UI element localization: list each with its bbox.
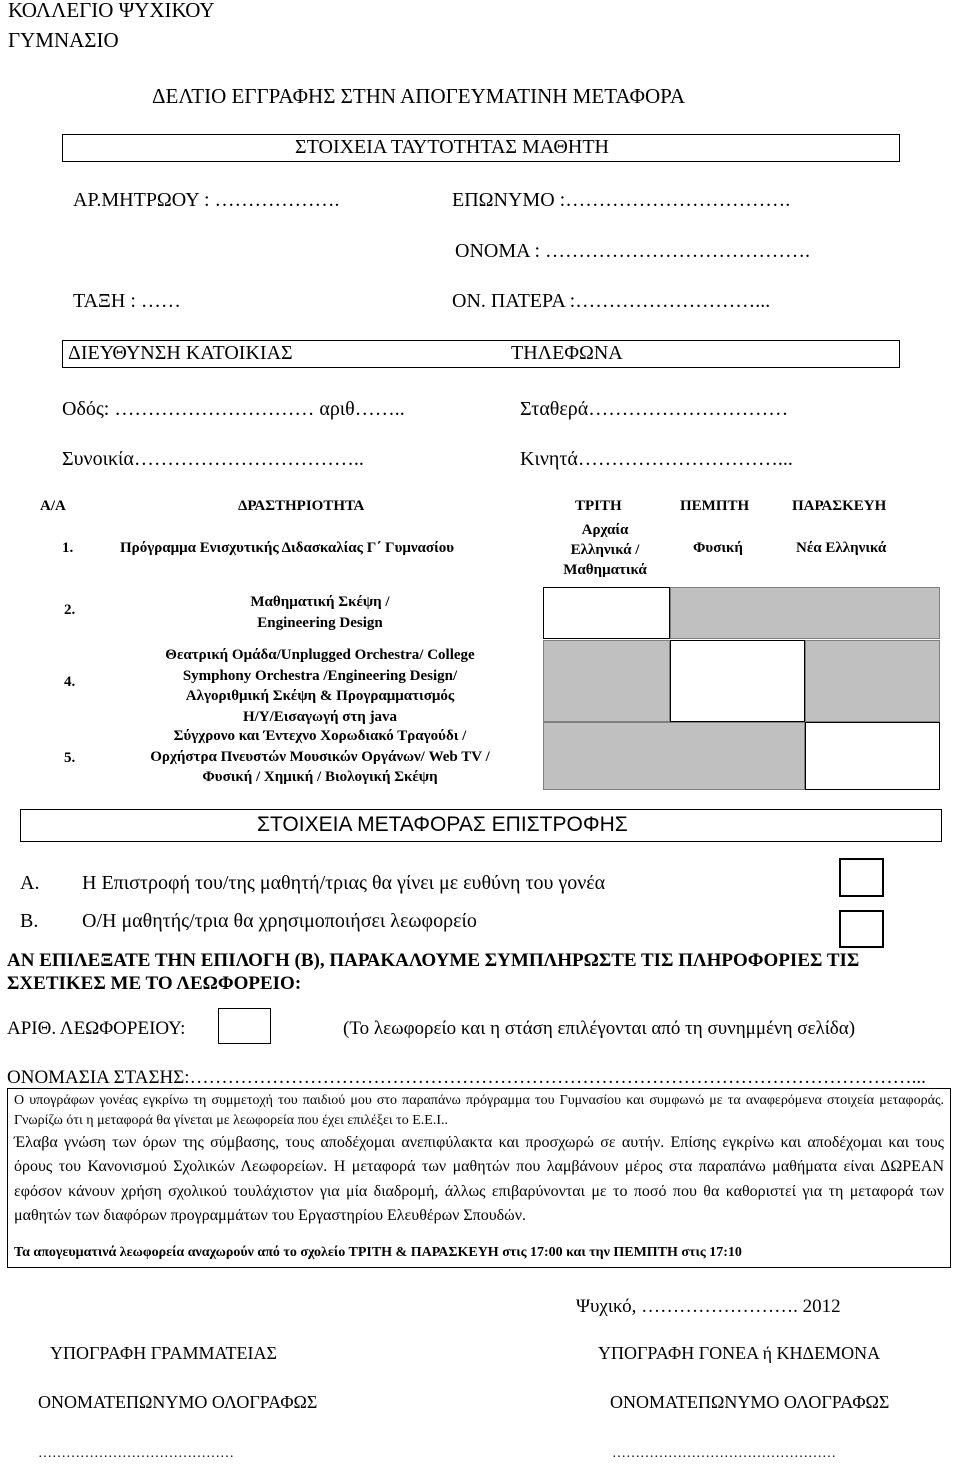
- school-name-line2: ΓΥΜΝΑΣΙΟ: [8, 28, 119, 52]
- street-field[interactable]: Οδός: ………………………… αριθ……..: [62, 398, 405, 420]
- row1-friday: Νέα Ελληνικά: [796, 540, 887, 556]
- row5-unavailable-cells: [543, 722, 805, 790]
- row2-tuesday-cell[interactable]: [543, 587, 670, 639]
- instruction-line2: ΣΧΕΤΙΚΕΣ ΜΕ ΤΟ ΛΕΩΦΟΡΕΙΟ:: [7, 973, 302, 994]
- fullname-left-label: ΟΝΟΜΑΤΕΠΩΝΥΜΟ ΟΛΟΓΡΑΦΩΣ: [38, 1392, 318, 1412]
- option-b-label: Ο/Η μαθητής/τρια θα χρησιμοποιήσει λεωφορείο: [82, 910, 477, 932]
- row5-num: 5.: [64, 750, 76, 766]
- class-field[interactable]: ΤΑΞΗ : ……: [73, 290, 181, 312]
- address-title: ΔΙΕΥΘΥΝΣΗ ΚΑΤΟΙΚΙΑΣ: [68, 342, 293, 364]
- row2-num: 2.: [64, 602, 76, 618]
- row5-activity: Σύγχρονο και Έντεχνο Χορωδιακό Τραγούδι / Ορχήστρα Πνευστών Μουσικών Οργάνων/ Web TV / Φυσική / Χημική / Βιολογική Σκέψη: [150, 728, 490, 785]
- phone-title: ΤΗΛΕΦΩΝΑ: [511, 342, 623, 364]
- school-name-line1: ΚΟΛΛΕΓΙΟ ΨΥΧΙΚΟΥ: [8, 0, 215, 22]
- bus-number-input[interactable]: [218, 1008, 271, 1044]
- father-name-field[interactable]: ΟΝ. ΠΑΤΕΡΑ :………………………...: [452, 290, 771, 312]
- col-header-friday: ΠΑΡΑΣΚΕΥΗ: [792, 498, 887, 514]
- date-line[interactable]: Ψυχικό, ……………………. 2012: [576, 1296, 841, 1317]
- option-b-letter: Β.: [20, 910, 39, 932]
- row1-activity: Πρόγραμμα Ενισχυτικής Διδασκαλίας Γ΄ Γυμνασίου: [120, 540, 455, 556]
- instruction-line1: ΑΝ ΕΠΙΛΕΞΑΤΕ ΤΗΝ ΕΠΙΛΟΓΗ (Β), ΠΑΡΑΚΑΛΟΥΜΕ ΣΥΜΠΛΗΡΩΣΤΕ ΤΙΣ ΠΛΗΡΟΦΟΡΙΕΣ ΤΙΣ: [7, 950, 860, 971]
- row1-thursday: Φυσική: [693, 540, 743, 556]
- row2-activity: Μαθηματική Σκέψη / Engineering Design: [250, 594, 390, 631]
- fullname-left-dots[interactable]: ……………………………………: [38, 1446, 234, 1461]
- transport-section-bar: [20, 809, 942, 842]
- row1-num: 1.: [62, 540, 74, 556]
- row5-friday-cell[interactable]: [805, 722, 940, 790]
- row4-num: 4.: [64, 674, 76, 690]
- row4-activity: Θεατρική Ομάδα/Unplugged Orchestra/ College Symphony Orchestra /Engineering Design/ Αλγοριθμική Σκέψη & Προγραμματισμός Η/Υ/Εισαγωγή στη java: [165, 647, 475, 725]
- row1-tuesday: Αρχαία Ελληνικά / Μαθηματικά: [563, 522, 647, 578]
- col-header-num: Α/Α: [40, 498, 66, 514]
- bus-number-label: ΑΡΙΘ. ΛΕΩΦΟΡΕΙΟΥ:: [7, 1018, 186, 1039]
- secretary-signature-label: ΥΠΟΓΡΑΦΗ ΓΡΑΜΜΑΤΕΙΑΣ: [50, 1343, 277, 1363]
- consent-paragraph-2: Έλαβα γνώση των όρων της σύμβασης, τους αποδέχομαι ανεπιφύλακτα και προσχωρώ σε αυτήν. Επίσης εγκρίνω και αποδέχομαι και τους όρους του Κανονισμού Σχολικών Λεωφορείων. Η μεταφορά των μαθητών που λαμβάνουν μέρος στα παραπάνω μαθήματα είναι ΔΩΡΕΑΝ εφόσον κάνουν χρήση σχολικού τουλάχιστον για μία διαδρομή, άλλως επιβαρύνονται με το ποσό που θα καθοριστεί για τη μεταφορά των μαθητών των διαφόρων προγραμμάτων του Εργαστηρίου Ελευθέρων Σπουδών.: [14, 1134, 944, 1224]
- col-header-activity: ΔΡΑΣΤΗΡΙΟΤΗΤΑ: [238, 498, 365, 514]
- row4-friday-unavailable: [805, 640, 940, 722]
- option-a-label: Η Επιστροφή του/της μαθητή/τριας θα γίνει με ευθύνη του γονέα: [82, 872, 606, 894]
- landline-field[interactable]: Σταθερά…………………………: [520, 398, 789, 420]
- form-title: ΔΕΛΤΙΟ ΕΓΓΡΑΦΗΣ ΣΤΗΝ ΑΠΟΓΕΥΜΑΤΙΝΗ ΜΕΤΑΦΟΡΑ: [152, 84, 686, 108]
- address-phone-bar: [62, 340, 900, 368]
- col-header-thursday: ΠΕΜΠΤΗ: [680, 498, 750, 514]
- district-field[interactable]: Συνοικία……………………………..: [62, 448, 364, 470]
- parent-signature-label: ΥΠΟΓΡΑΦΗ ΓΟΝΕΑ ή ΚΗΔΕΜΟΝΑ: [598, 1343, 881, 1363]
- row2-unavailable-cells: [670, 587, 940, 639]
- registry-number-field[interactable]: ΑΡ.ΜΗΤΡΩΟΥ : ……………….: [73, 189, 340, 211]
- identity-section-title: ΣΤΟΙΧΕΙΑ ΤΑΥΤΟΤΗΤΑΣ ΜΑΘΗΤΗ: [295, 136, 609, 158]
- surname-field[interactable]: ΕΠΩΝΥΜΟ :…………………………….: [452, 189, 791, 211]
- bus-stop-field[interactable]: ΟΝΟΜΑΣΙΑ ΣΤΑΣΗΣ:……………………………………………………………………………………………………...: [7, 1067, 926, 1088]
- consent-departure-times: Τα απογευματινά λεωφορεία αναχωρούν από το σχολείο ΤΡΙΤΗ & ΠΑΡΑΣΚΕΥΗ στις 17:00 και την ΠΕΜΠΤΗ στις 17:10: [14, 1245, 742, 1260]
- bus-selection-note: (Το λεωφορείο και η στάση επιλέγονται από τη συνημμένη σελίδα): [343, 1018, 856, 1039]
- consent-paragraph-1: Ο υπογράφων γονέας εγκρίνω τη συμμετοχή του παιδιού μου στο παραπάνω πρόγραμμα του Γυμνασίου και συμφωνώ με τα αναφερόμενα στοιχεία μεταφοράς. Γνωρίζω ότι η μεταφορά θα γίνεται με λεωφορεία που έχει επιλέξει το Ε.Ε.Ι..: [14, 1093, 944, 1128]
- col-header-tuesday: ΤΡΙΤΗ: [575, 498, 622, 514]
- option-b-checkbox[interactable]: [839, 910, 884, 948]
- row4-tuesday-unavailable: [543, 640, 670, 722]
- fullname-right-label: ΟΝΟΜΑΤΕΠΩΝΥΜΟ ΟΛΟΓΡΑΦΩΣ: [610, 1392, 890, 1412]
- transport-section-title: ΣΤΟΙΧΕΙΑ ΜΕΤΑΦΟΡΑΣ ΕΠΙΣΤΡΟΦΗΣ: [257, 813, 628, 836]
- first-name-field[interactable]: ΟΝΟΜΑ : ………………………………….: [455, 240, 811, 262]
- identity-section-bar: [62, 134, 900, 162]
- option-a-checkbox[interactable]: [839, 858, 884, 897]
- fullname-right-dots[interactable]: …………………………………………: [612, 1446, 836, 1461]
- consent-box: [7, 1088, 951, 1268]
- row4-thursday-cell[interactable]: [670, 640, 805, 722]
- option-a-letter: Α.: [20, 872, 40, 894]
- mobile-field[interactable]: Κινητά…………………………...: [520, 448, 793, 470]
